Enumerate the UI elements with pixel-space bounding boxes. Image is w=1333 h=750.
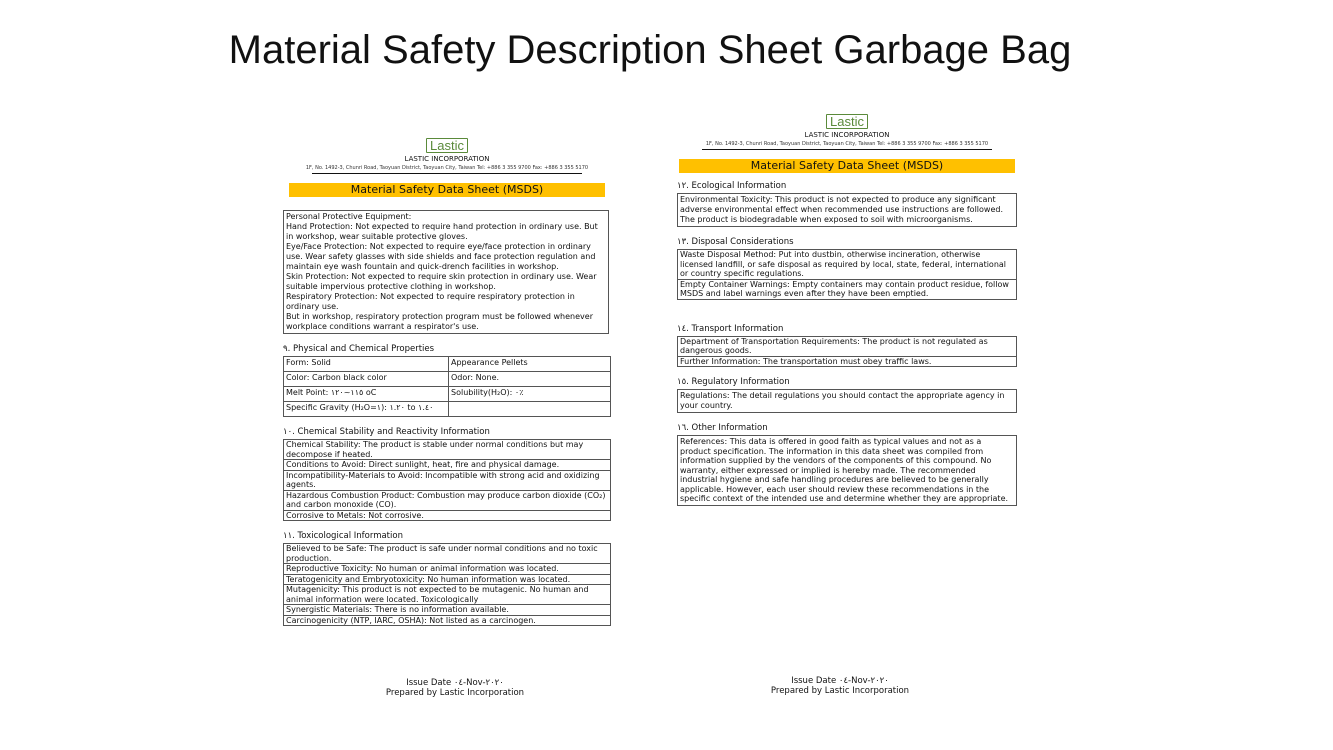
- msds-page-left: [283, 138, 611, 626]
- other-title: ١٦. Other Information: [677, 423, 768, 433]
- company-logo: Lastic: [426, 138, 468, 153]
- physical-title: ٩. Physical and Chemical Properties: [283, 344, 435, 354]
- prepared-by: Prepared by Lastic Incorporation: [770, 686, 910, 696]
- table-row: [284, 372, 611, 387]
- table-cell: Appearance Pellets: [449, 357, 611, 372]
- list-item: Synergistic Materials: There is no information available.: [284, 605, 610, 616]
- table-cell: Form: Solid: [284, 357, 449, 372]
- eco-box: Environmental Toxicity: This product is not expected to produce any significant adverse environmental effect when recommended use instructions are followed. The product is biodegradable when exposed to soil with microorganisms.: [677, 193, 1017, 227]
- msds-banner: Material Safety Data Sheet (MSDS): [679, 159, 1015, 173]
- table-row: [284, 402, 611, 417]
- sheet-header: [677, 114, 1017, 150]
- list-item: Carcinogenicity (NTP, IARC, OSHA): Not listed as a carcinogen.: [286, 615, 536, 625]
- sheet-header: [283, 138, 611, 174]
- header-rule: [312, 173, 582, 174]
- eco-title: ١٢. Ecological Information: [677, 181, 787, 191]
- physical-table: [283, 356, 611, 417]
- list-item: Chemical Stability: The product is stable under normal conditions but may decompose if heated.: [284, 440, 610, 460]
- list-item: Incompatibility-Materials to Avoid: Incompatible with strong acid and oxidizing agents.: [284, 471, 610, 491]
- table-row: [284, 357, 611, 372]
- disposal-box: [677, 249, 1017, 300]
- company-name: LASTIC INCORPORATION: [404, 155, 490, 163]
- disposal-title: ١٣. Disposal Considerations: [677, 237, 794, 247]
- tox-title: ١١. Toxicological Information: [283, 531, 403, 541]
- table-cell: [449, 402, 611, 417]
- slide-title: Material Safety Description Sheet Garbage Bag: [228, 28, 1072, 72]
- list-item: Corrosive to Metals: Not corrosive.: [286, 510, 424, 520]
- ppe-eye: Eye/Face Protection: Not expected to require eye/face protection in ordinary use. Wear safety glasses with side shields and face protection regulation and maintain eye wash fountain and quick-drench facilities in workshop.: [286, 242, 596, 271]
- prepared-by: Prepared by Lastic Incorporation: [385, 688, 525, 698]
- list-item: Believed to be Safe: The product is safe under normal conditions and no toxic production.: [284, 544, 610, 564]
- table-cell: Specific Gravity (H₂O=١): ١.٢٠ to ١.٤٠: [284, 402, 449, 417]
- issue-date: Issue Date ٠٤-Nov-٢٠٢٠: [406, 678, 504, 688]
- list-item: Hazardous Combustion Product: Combustion may produce carbon dioxide (CO₂) and carbon monoxide (CO).: [284, 491, 610, 511]
- table-cell: Solubility(H₂O): ٠٪: [449, 387, 611, 402]
- list-item: Waste Disposal Method: Put into dustbin, otherwise incineration, otherwise licensed landfill, or safe disposal as required by local, state, federal, international or country specific regulations.: [678, 250, 1016, 280]
- list-item: Conditions to Avoid: Direct sunlight, heat, fire and physical damage.: [284, 460, 610, 471]
- other-box: References: This data is offered in good faith as typical values and not as a product specification. The information in this data sheet was compiled from information supplied by the vendors of the components of this compound. No warranty, either expressed or implied is hereby made. The recommended industrial hygiene and safe handling procedures are believed to be generally applicable. However, each user should review these recommendations in the specific context of the intended use and determine whether they are appropriate.: [677, 435, 1017, 506]
- msds-banner: Material Safety Data Sheet (MSDS): [289, 183, 605, 197]
- tox-box: [283, 543, 611, 626]
- company-logo: Lastic: [826, 114, 868, 129]
- ppe-box: [283, 210, 609, 334]
- list-item: Mutagenicity: This product is not expected to be mutagenic. No human and animal information were located. Toxicologically: [284, 585, 610, 605]
- list-item: Empty Container Warnings: Empty containers may contain product residue, follow MSDS and label warnings even after they have been emptied.: [680, 279, 1009, 298]
- ppe-skin: Skin Protection: Not expected to require skin protection in ordinary use. Wear suitable impervious protective clothing in workshop.: [286, 272, 597, 291]
- transport-title: ١٤. Transport Information: [677, 323, 784, 334]
- company-name: LASTIC INCORPORATION: [804, 131, 890, 139]
- table-cell: Odor: None.: [449, 372, 611, 387]
- regulatory-box: Regulations: The detail regulations you should contact the appropriate agency in your country.: [677, 389, 1017, 413]
- table-cell: Melt Point: ١١٥~١٢٠ oC: [284, 387, 449, 402]
- company-address: 1F, No. 1492-3, Chunri Road, Taoyuan District, Taoyuan City, Taiwan Tel: +886 3 355 9700 Fax: +886 3 355 5170: [705, 141, 989, 147]
- ppe-workshop: But in workshop, respiratory protection program must be followed whenever workplace conditions warrant a respirator's use.: [286, 312, 593, 331]
- table-row: [284, 387, 611, 402]
- msds-page-right: [677, 114, 1017, 506]
- ppe-respiratory: Respiratory Protection: Not expected to require respiratory protection in ordinary use.: [286, 292, 575, 311]
- company-address: 1F, No. 1492-3, Chunri Road, Taoyuan District, Taoyuan City, Taiwan Tel: +886 3 355 9700 Fax: +886 3 355 5170: [305, 165, 589, 171]
- list-item: Teratogenicity and Embryotoxicity: No human information was located.: [284, 575, 610, 586]
- transport-box: [677, 336, 1017, 368]
- footer-left: [355, 678, 555, 698]
- regulatory-title: ١٥. Regulatory Information: [677, 377, 790, 387]
- stability-box: [283, 439, 611, 521]
- header-rule: [702, 149, 992, 150]
- ppe-heading: Personal Protective Equipment:: [286, 212, 412, 221]
- list-item: Department of Transportation Requirements: The product is not regulated as dangerous goods.: [678, 337, 1016, 357]
- issue-date: Issue Date ٠٤-Nov-٢٠٢٠: [791, 676, 889, 686]
- table-cell: Color: Carbon black color: [284, 372, 449, 387]
- ppe-hand: Hand Protection: Not expected to require hand protection in ordinary use. But in workshop, wear suitable protective gloves.: [286, 222, 598, 241]
- list-item: Reproductive Toxicity: No human or animal information was located.: [284, 564, 610, 575]
- footer-right: [740, 676, 940, 696]
- list-item: Further Information: The transportation must obey traffic laws.: [680, 356, 932, 366]
- stability-title: ١٠. Chemical Stability and Reactivity Information: [283, 427, 490, 437]
